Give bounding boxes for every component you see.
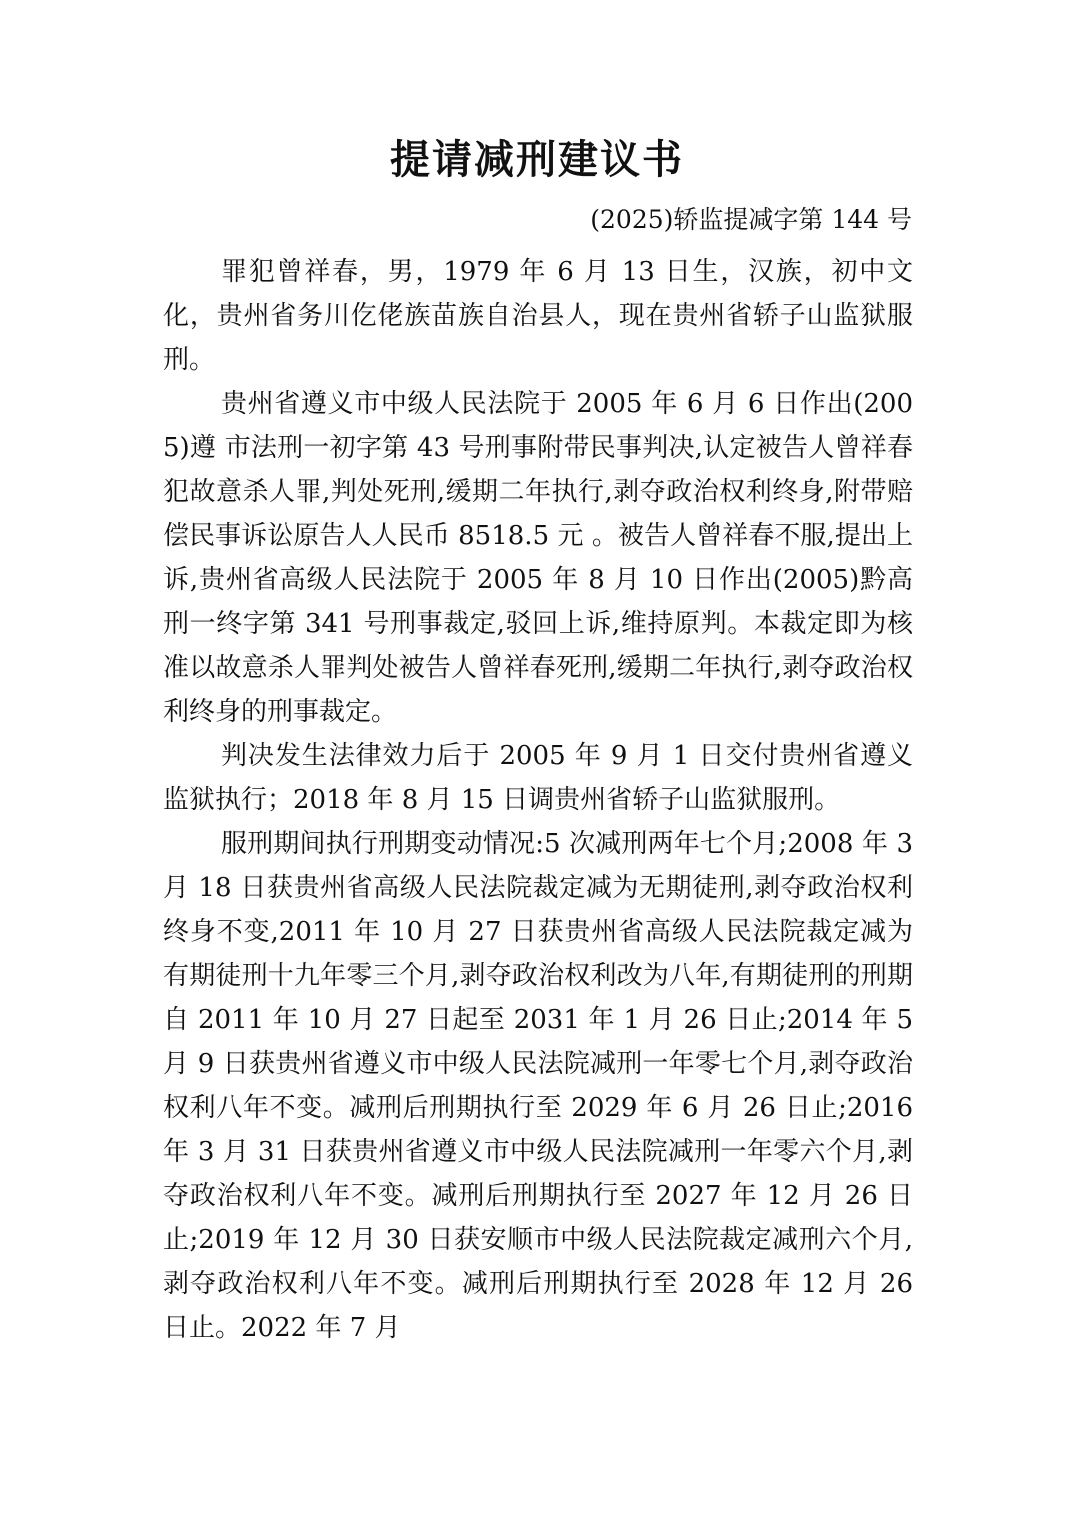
paragraph-sentence-changes: 服刑期间执行刑期变动情况:5 次减刑两年七个月;2008 年 3 月 18 日获贵州省高级人民法院裁定减为无期徒刑,剥夺政治权利终身不变,2011 年 10 月 27 日获贵州省高级人民法院裁定减为有期徒刑十九年零三个月,剥夺政治权利改为八年,有期徒刑的刑期自 2011 年 10 月 27 日起至 2031 年 1 月 26 日止;2014 年 5 月 9 日获贵州省遵义市中级人民法院减刑一年零七个月,剥夺政治权利八年不变。减刑后刑期执行至 2029 年 6 月 26 日止;2016 年 3 月 31 日获贵州省遵义市中级人民法院减刑一年零六个月,剥夺政治权利八年不变。减刑后刑期执行至 2027 年 12 月 26 日止;2019 年 12 月 30 日获安顺市中级人民法院裁定减刑六个月,剥夺政治权利八年不变。减刑后刑期执行至 2028 年 12 月 26 日止。2022 年 7 月 xyxy=(163,829,913,1343)
paragraph-original-judgment: 贵州省遵义市中级人民法院于 2005 年 6 月 6 日作出(2005)遵 市法刑一初字第 43 号刑事附带民事判决,认定被告人曾祥春犯故意杀人罪,判处死刑,缓期二年执行,剥夺政治权利终身,附带赔偿民事诉讼原告人人民币 8518.5 元 。被告人曾祥春不服,提出上诉,贵州省高级人民法院于 2005 年 8 月 10 日作出(2005)黔高刑一终字第 341 号刑事裁定,驳回上诉,维持原判。本裁定即为核准以故意杀人罪判处被告人曾祥春死刑,缓期二年执行,剥夺政治权利终身的刑事裁定。 xyxy=(163,389,913,727)
document-number: (2025)轿监提减字第 144 号 xyxy=(590,205,912,234)
paragraph-execution: 判决发生法律效力后于 2005 年 9 月 1 日交付贵州省遵义监狱执行；2018 年 8 月 15 日调贵州省轿子山监狱服刑。 xyxy=(163,741,913,815)
paragraph-personal-info: 罪犯曾祥春，男，1979 年 6 月 13 日生，汉族，初中文化，贵州省务川仡佬族苗族自治县人，现在贵州省轿子山监狱服刑。 xyxy=(163,257,913,375)
document-body xyxy=(163,250,913,1350)
document-title: 提请减刑建议书 xyxy=(390,136,684,183)
